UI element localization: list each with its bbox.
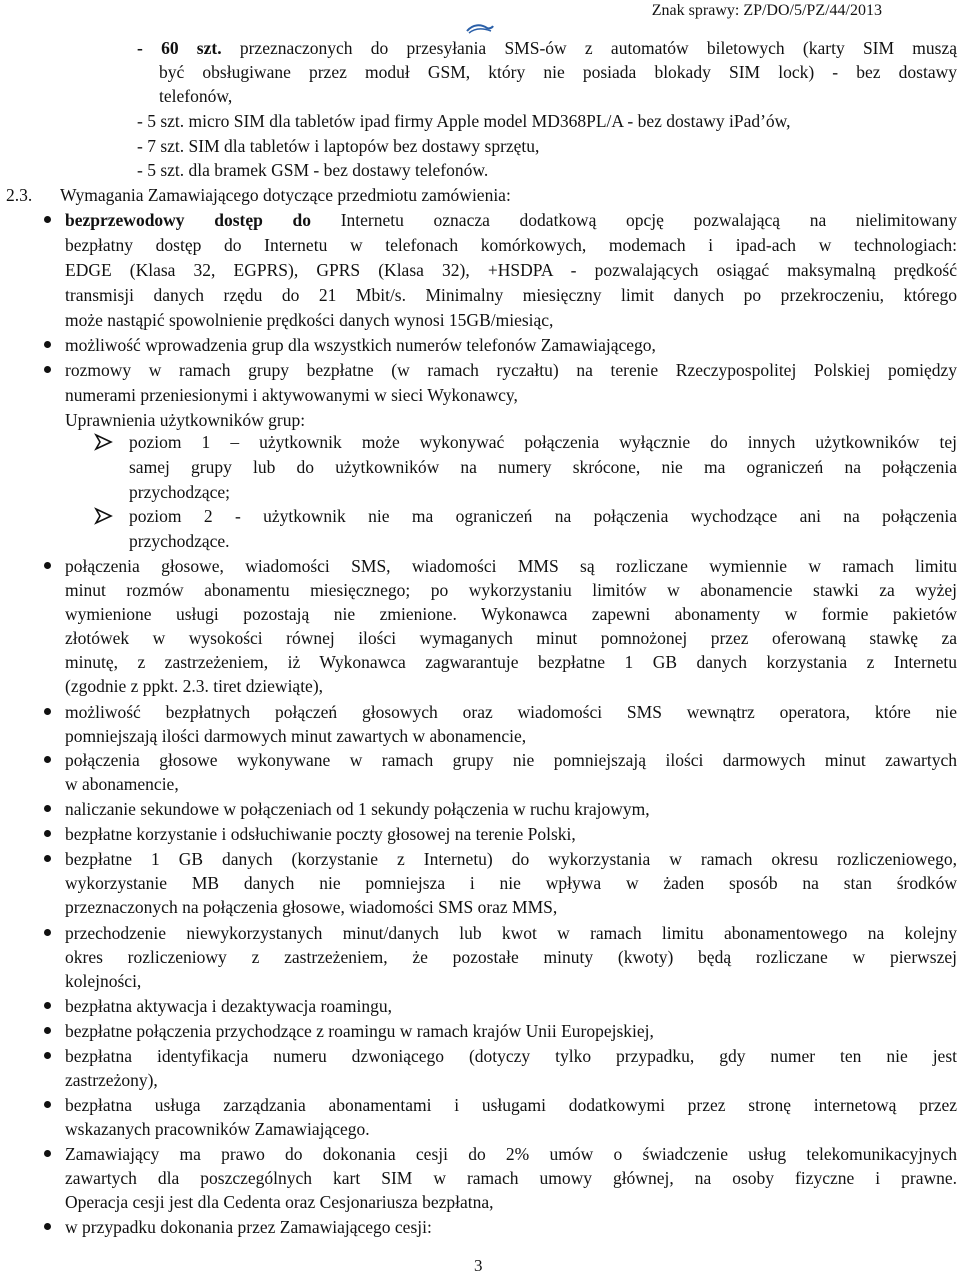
b12-line-1: bezpłatne połączenia przychodzące z roamingu w ramach krajów Unii Europejskiej, (65, 1021, 654, 1041)
b1-line-1: bezprzewodowy dostęp do Internetu oznacza dodatkową opcję pozwalającą na nielimitowany (65, 210, 958, 230)
sub1-line-1: poziom 1 – użytkownik może wykonywać połączenia wyłącznie do innych użytkowników tej (129, 432, 957, 452)
b14-line-1: bezpłatna usługa zarządzania abonamentami i usługami dodatkowymi przez stronę internetową przez (65, 1095, 957, 1115)
sub1-line-2: samej grupy lub do użytkowników na numery skrócone, nie ma ograniczeń na połączenia (129, 457, 957, 477)
b14-line-2: wskazanych pracowników Zamawiającego. (65, 1119, 370, 1139)
intro-line-2: być obsługiwane przez moduł GSM, który nie posiada blokady SIM lock) - bez dostawy (159, 62, 957, 82)
section-heading (0, 183, 960, 207)
b4-line-6: (zgodnie z ppkt. 2.3. tiret dziewiąte), (65, 676, 324, 696)
b15-line-2: zawartych dla poszczególnych kart SIM w ramach umowy głównej, na osoby fizyczne i prawne. (65, 1168, 957, 1188)
section-title: Wymagania Zamawiającego dotyczące przedmiotu zamówienia: (60, 185, 511, 205)
b4-line-5: minutę, z zastrzeżeniem, iż Wykonawca zagwarantuje bezpłatne 1 GB danych korzystania z Internetu (65, 652, 957, 672)
b9-line-2: wykorzystanie MB danych nie pomniejsza i nie wpływa w żaden sposób na stan środków (65, 873, 957, 893)
b6-line-2: w abonamencie, (65, 774, 179, 794)
b1-line-4: transmisji danych rzędu do 21 Mbit/s. Minimalny miesięczny limit danych po przekroczeniu, którego (65, 285, 957, 305)
intro-line-1: - 60 szt. przeznaczonych do przesyłania SMS-ów z automatów biletowych (karty SIM muszą (137, 38, 958, 58)
b13-line-2: zastrzeżony), (65, 1070, 158, 1090)
b5-line-1: możliwość bezpłatnych połączeń głosowych oraz wiadomości SMS wewnątrz operatora, które nie (65, 702, 957, 722)
b1-line-5: może nastąpić spowolnienie prędkości danych wynosi 15GB/miesiąc, (65, 310, 554, 330)
sub2-line-2: przychodzące. (129, 531, 230, 551)
b1-line-2: bezpłatny dostęp do Internetu w telefonach komórkowych, modemach i ipad-ach w technologiach: (65, 235, 957, 255)
b3-line-1: rozmowy w ramach grupy bezpłatne (w ramach ryczałtu) na terenie Rzeczypospolitej Polskiej pomiędzy (65, 360, 957, 380)
b10-line-1: przechodzenie niewykorzystanych minut/danych lub kwot w ramach limitu abonamentowego na kolejny (65, 923, 957, 943)
b3-line-2: numerami przeniesionymi i aktywowanymi w sieci Wykonawcy, (65, 385, 518, 405)
b2-line-1: możliwość wprowadzenia grup dla wszystkich numerów telefonów Zamawiającego, (65, 335, 656, 355)
case-reference: Znak sprawy: ZP/DO/5/PZ/44/2013 (651, 2, 882, 19)
b7-line-1: naliczanie sekundowe w połączeniach od 1 sekundy połączenia w ruchu krajowym, (65, 799, 650, 819)
b1-line-3: EDGE (Klasa 32, EGPRS), GPRS (Klasa 32), +HSDPA - pozwalających osiągać maksymalną prędkość (65, 260, 957, 280)
b8-line-1: bezpłatne korzystanie i odsłuchiwanie poczty głosowej na terenie Polski, (65, 824, 576, 844)
intro-line-5: - 7 szt. SIM dla tabletów i laptopów bez dostawy sprzętu, (137, 136, 540, 156)
b9-line-3: przeznaczonych na połączenia głosowe, wiadomości SMS oraz MMS, (65, 897, 558, 917)
intro-line-6: - 5 szt. dla bramek GSM - bez dostawy telefonów. (137, 160, 489, 180)
b10-line-3: kolejności, (65, 971, 142, 991)
b10-line-2: okres rozliczeniowy z zastrzeżeniem, że pozostałe minuty (kwoty) będą rozliczane w pierwszej (65, 947, 957, 967)
sub1-line-3: przychodzące; (129, 482, 231, 502)
b4-line-2: minut rozmów abonamentu miesięcznego; po wykorzystaniu limitów w abonamencie stawki za wyżej (65, 580, 957, 600)
b11-line-1: bezpłatna aktywacja i dezaktywacja roamingu, (65, 996, 392, 1016)
logo-icon (465, 22, 495, 34)
b6-line-1: połączenia głosowe wykonywane w ramach grupy nie pomniejszają ilości darmowych minut zawartych (65, 750, 957, 770)
intro-line-3: telefonów, (159, 86, 233, 106)
section-number: 2.3. (6, 185, 33, 205)
b15-line-1: Zamawiający ma prawo do dokonania cesji do 2% umów o świadczenie usług telekomunikacyjnych (65, 1144, 957, 1164)
b16-line-1: w przypadku dokonania przez Zamawiającego cesji: (65, 1217, 432, 1237)
b4-line-4: złotówek w wysokości równej ilości wymaganych minut pomnożonej przez oferowaną stawkę za (65, 628, 957, 648)
b15-line-3: Operacja cesji jest dla Cedenta oraz Cesjonariusza bezpłatna, (65, 1192, 494, 1212)
b4-line-3: wymienione usługi pozostają nie zmienione. Wykonawca zapewni abonamenty w formie pakietów (65, 604, 957, 624)
sub2-line-1: poziom 2 - użytkownik nie ma ograniczeń na połączenia wychodzące ani na połączenia (129, 506, 957, 526)
page-number: 3 (474, 1256, 483, 1275)
b3-line-3: Uprawnienia użytkowników grup: (65, 410, 306, 430)
intro-line-4: - 5 szt. micro SIM dla tabletów ipad firmy Apple model MD368PL/A - bez dostawy iPad’ów, (137, 111, 791, 131)
b13-line-1: bezpłatna identyfikacja numeru dzwoniącego (dotyczy tylko przypadku, gdy numer ten nie jest (65, 1046, 957, 1066)
b5-line-2: pomniejszają ilości darmowych minut zawartych w abonamencie, (65, 726, 527, 746)
b9-line-1: bezpłatne 1 GB danych (korzystanie z Internetu) do wykorzystania w ramach okresu rozliczeniowego, (65, 849, 957, 869)
b4-line-1: połączenia głosowe, wiadomości SMS, wiadomości MMS są rozliczane wymiennie w ramach limitu (65, 556, 957, 576)
